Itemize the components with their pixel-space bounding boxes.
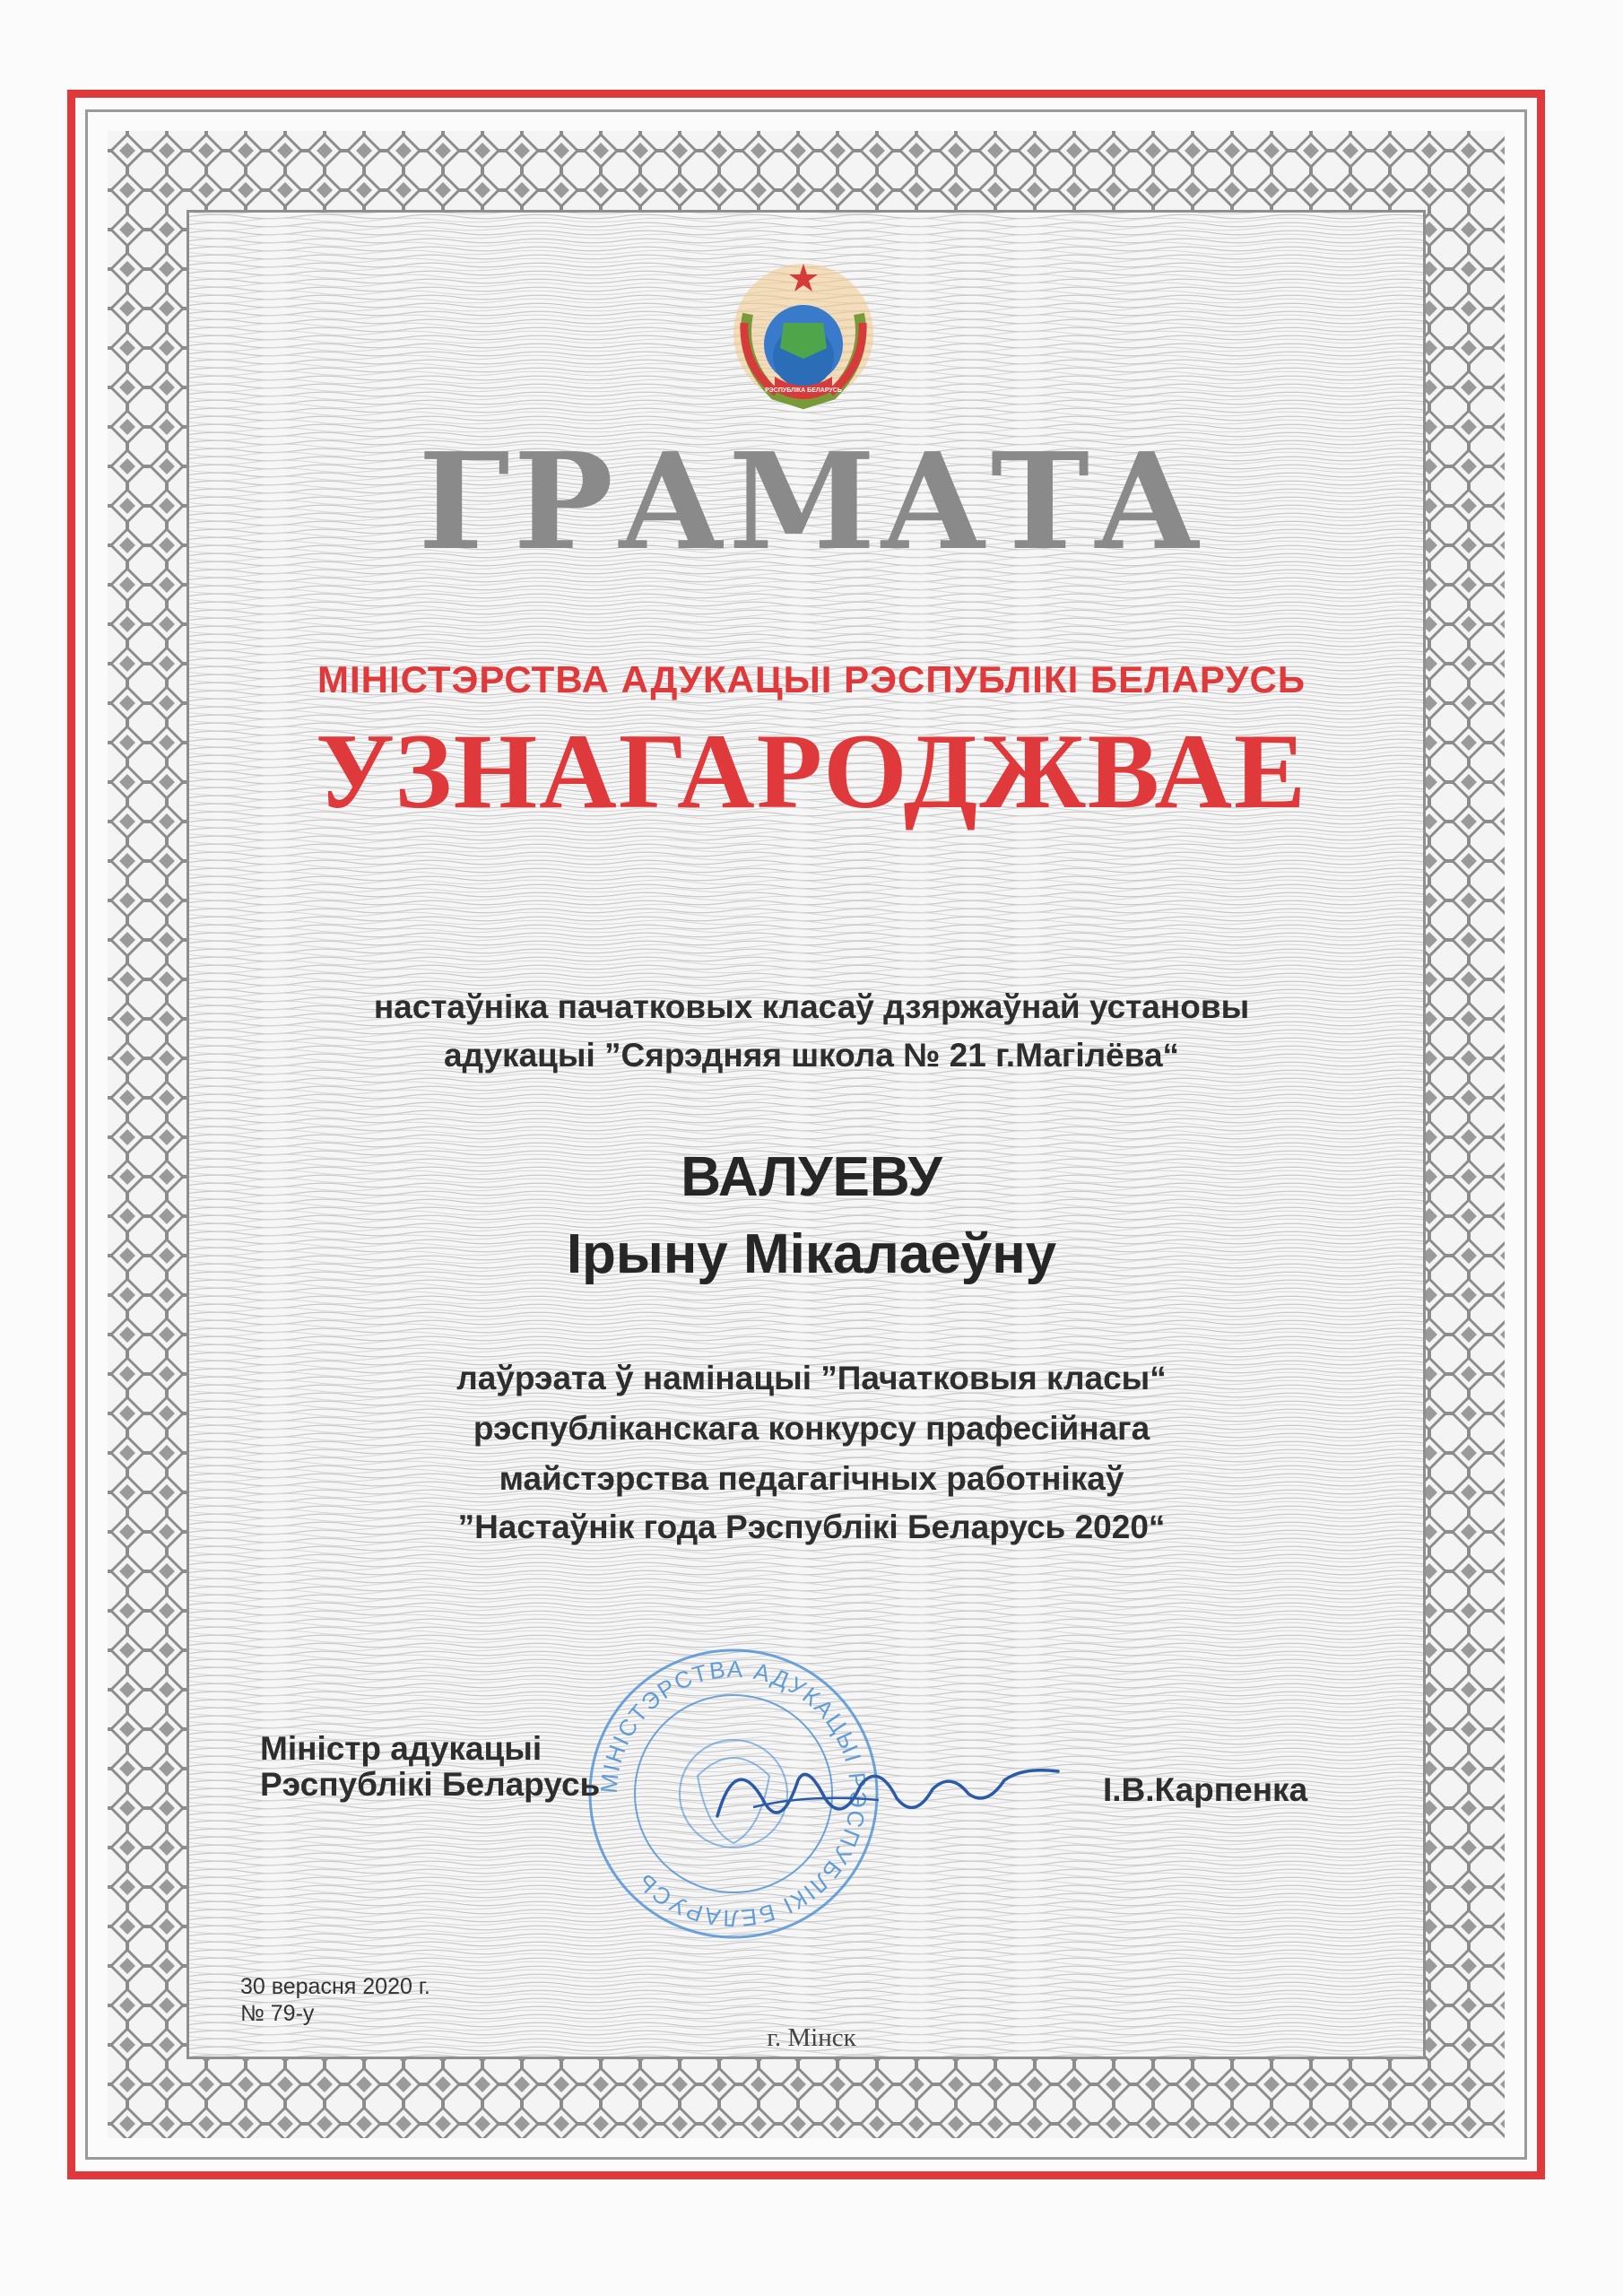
stamp-ring-text: МІНІСТЭРСТВА АДУКАЦЫІ РЭСПУБЛІКІ БЕЛАРУСЬ	[595, 1655, 872, 1933]
signatory-title-line-1: Міністр адукацыі	[260, 1730, 542, 1767]
reason-line-2: рэспубліканскага конкурсу прафесійнага	[473, 1410, 1150, 1447]
issue-info	[240, 1973, 430, 2027]
award-action: УЗНАГАРОДЖВАЕ	[315, 711, 1308, 831]
recipient-description-line-2: адукацыі ”Сярэдняя школа № 21 г.Магілёва“	[443, 1037, 1180, 1074]
reason-line-3: майстэрства педагагічных работнікаў	[499, 1460, 1124, 1497]
handwritten-signature	[699, 1744, 1076, 1843]
order-number: № 79-у	[240, 2001, 315, 2026]
issue-city: г. Мінск	[767, 2023, 856, 2052]
recipient-given-names: Ірыну Мікалаеўну	[566, 1223, 1057, 1285]
reason-line-4: ”Настаўнік года Рэспублікі Беларусь 2020“	[457, 1509, 1166, 1545]
issue-date: 30 верасня 2020 г.	[240, 1974, 430, 1999]
recipient-surname: ВАЛУЕВУ	[681, 1146, 942, 1208]
reason-line-1: лаўрэата ў намінацыі ”Пачатковыя класы“	[456, 1360, 1167, 1396]
issuer-name: МІНІСТЭРСТВА АДУКАЦЫІ РЭСПУБЛІКІ БЕЛАРУСЬ	[317, 658, 1306, 700]
document-title: ГРАМАТА	[418, 423, 1205, 579]
signatory-title	[260, 1731, 600, 1803]
recipient-description-line-1: настаўніка пачатковых класаў дзяржаўнай установы	[373, 988, 1250, 1025]
signatory-name: І.В.Карпенка	[1103, 1771, 1308, 1808]
signatory-title-line-2: Рэспублікі Беларусь	[260, 1766, 601, 1803]
emblem-ribbon-text: РЭСПУБЛІКА БЕЛАРУСЬ	[765, 387, 842, 394]
